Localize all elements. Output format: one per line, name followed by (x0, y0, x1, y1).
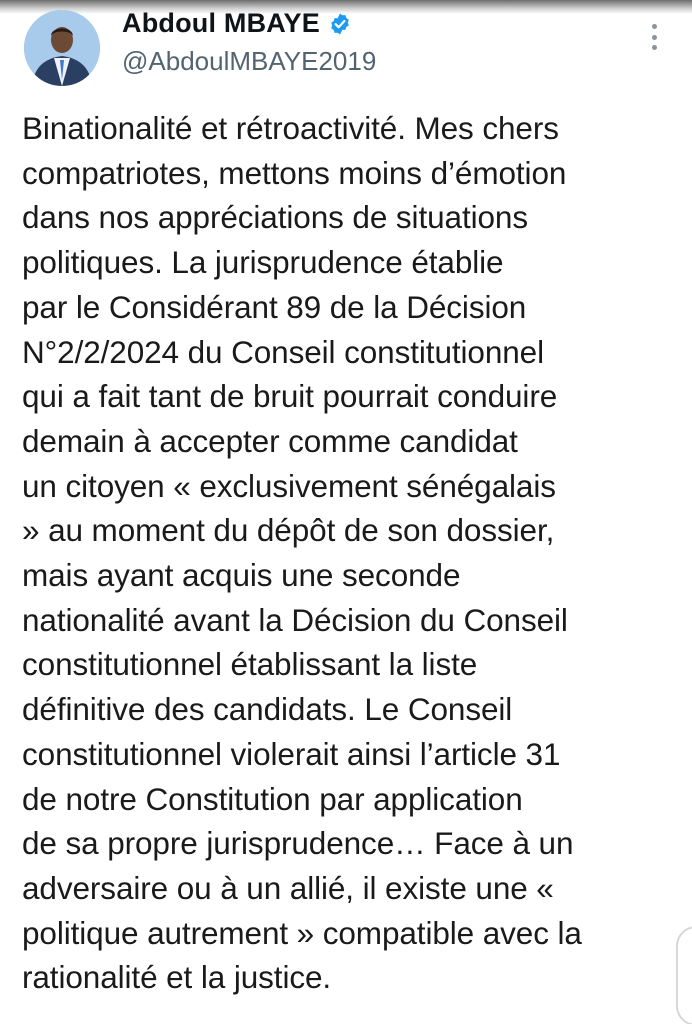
tweet-text (22, 106, 678, 1000)
tweet-text-line: adversaire ou à un allié, il existe une « (22, 869, 554, 906)
more-options-button[interactable] (640, 20, 668, 54)
tweet-text-line: dans nos appréciations de situations (22, 199, 528, 236)
verified-badge-icon (328, 12, 352, 36)
floating-panel-edge (676, 926, 692, 1024)
tweet-text-line: nationalité avant la Décision du Conseil (22, 601, 568, 638)
tweet-text-line: politiques. La jurisprudence établie (22, 244, 504, 281)
more-vertical-icon (652, 24, 657, 29)
tweet-text-line: politique autrement » compatible avec la (22, 914, 582, 951)
tweet-text-line: constitutionnel violerait ainsi l’article 31 (22, 735, 561, 772)
tweet-text-line: un citoyen « exclusivement sénégalais (22, 467, 556, 504)
author-display-name[interactable]: Abdoul MBAYE (122, 8, 320, 38)
author-handle[interactable]: @AbdoulMBAYE2019 (122, 46, 377, 76)
avatar[interactable] (24, 10, 100, 86)
tweet-text-line: qui a fait tant de bruit pourrait conduire (22, 378, 558, 415)
tweet-text-line: compatriotes, mettons moins d’émotion (22, 154, 567, 191)
tweet-text-line: constitutionnel établissant la liste (22, 646, 478, 683)
tweet-text-line: Binationalité et rétroactivité. Mes chers (22, 110, 559, 146)
tweet-text-line: définitive des candidats. Le Conseil (22, 691, 513, 728)
author-name-row (122, 8, 352, 39)
tweet-text-line: de notre Constitution par application (22, 780, 523, 817)
tweet-text-line: de sa propre jurisprudence… Face à un (22, 825, 574, 862)
tweet-text-line: mais ayant acquis une seconde (22, 557, 461, 594)
tweet-text-line: rationalité et la justice. (22, 959, 332, 996)
tweet-text-line: demain à accepter comme candidat (22, 422, 518, 459)
tweet-text-line: » au moment du dépôt de son dossier, (22, 512, 555, 549)
tweet-text-line: N°2/2/2024 du Conseil constitutionnel (22, 333, 544, 370)
tweet-text-line: par le Considérant 89 de la Décision (22, 288, 527, 325)
